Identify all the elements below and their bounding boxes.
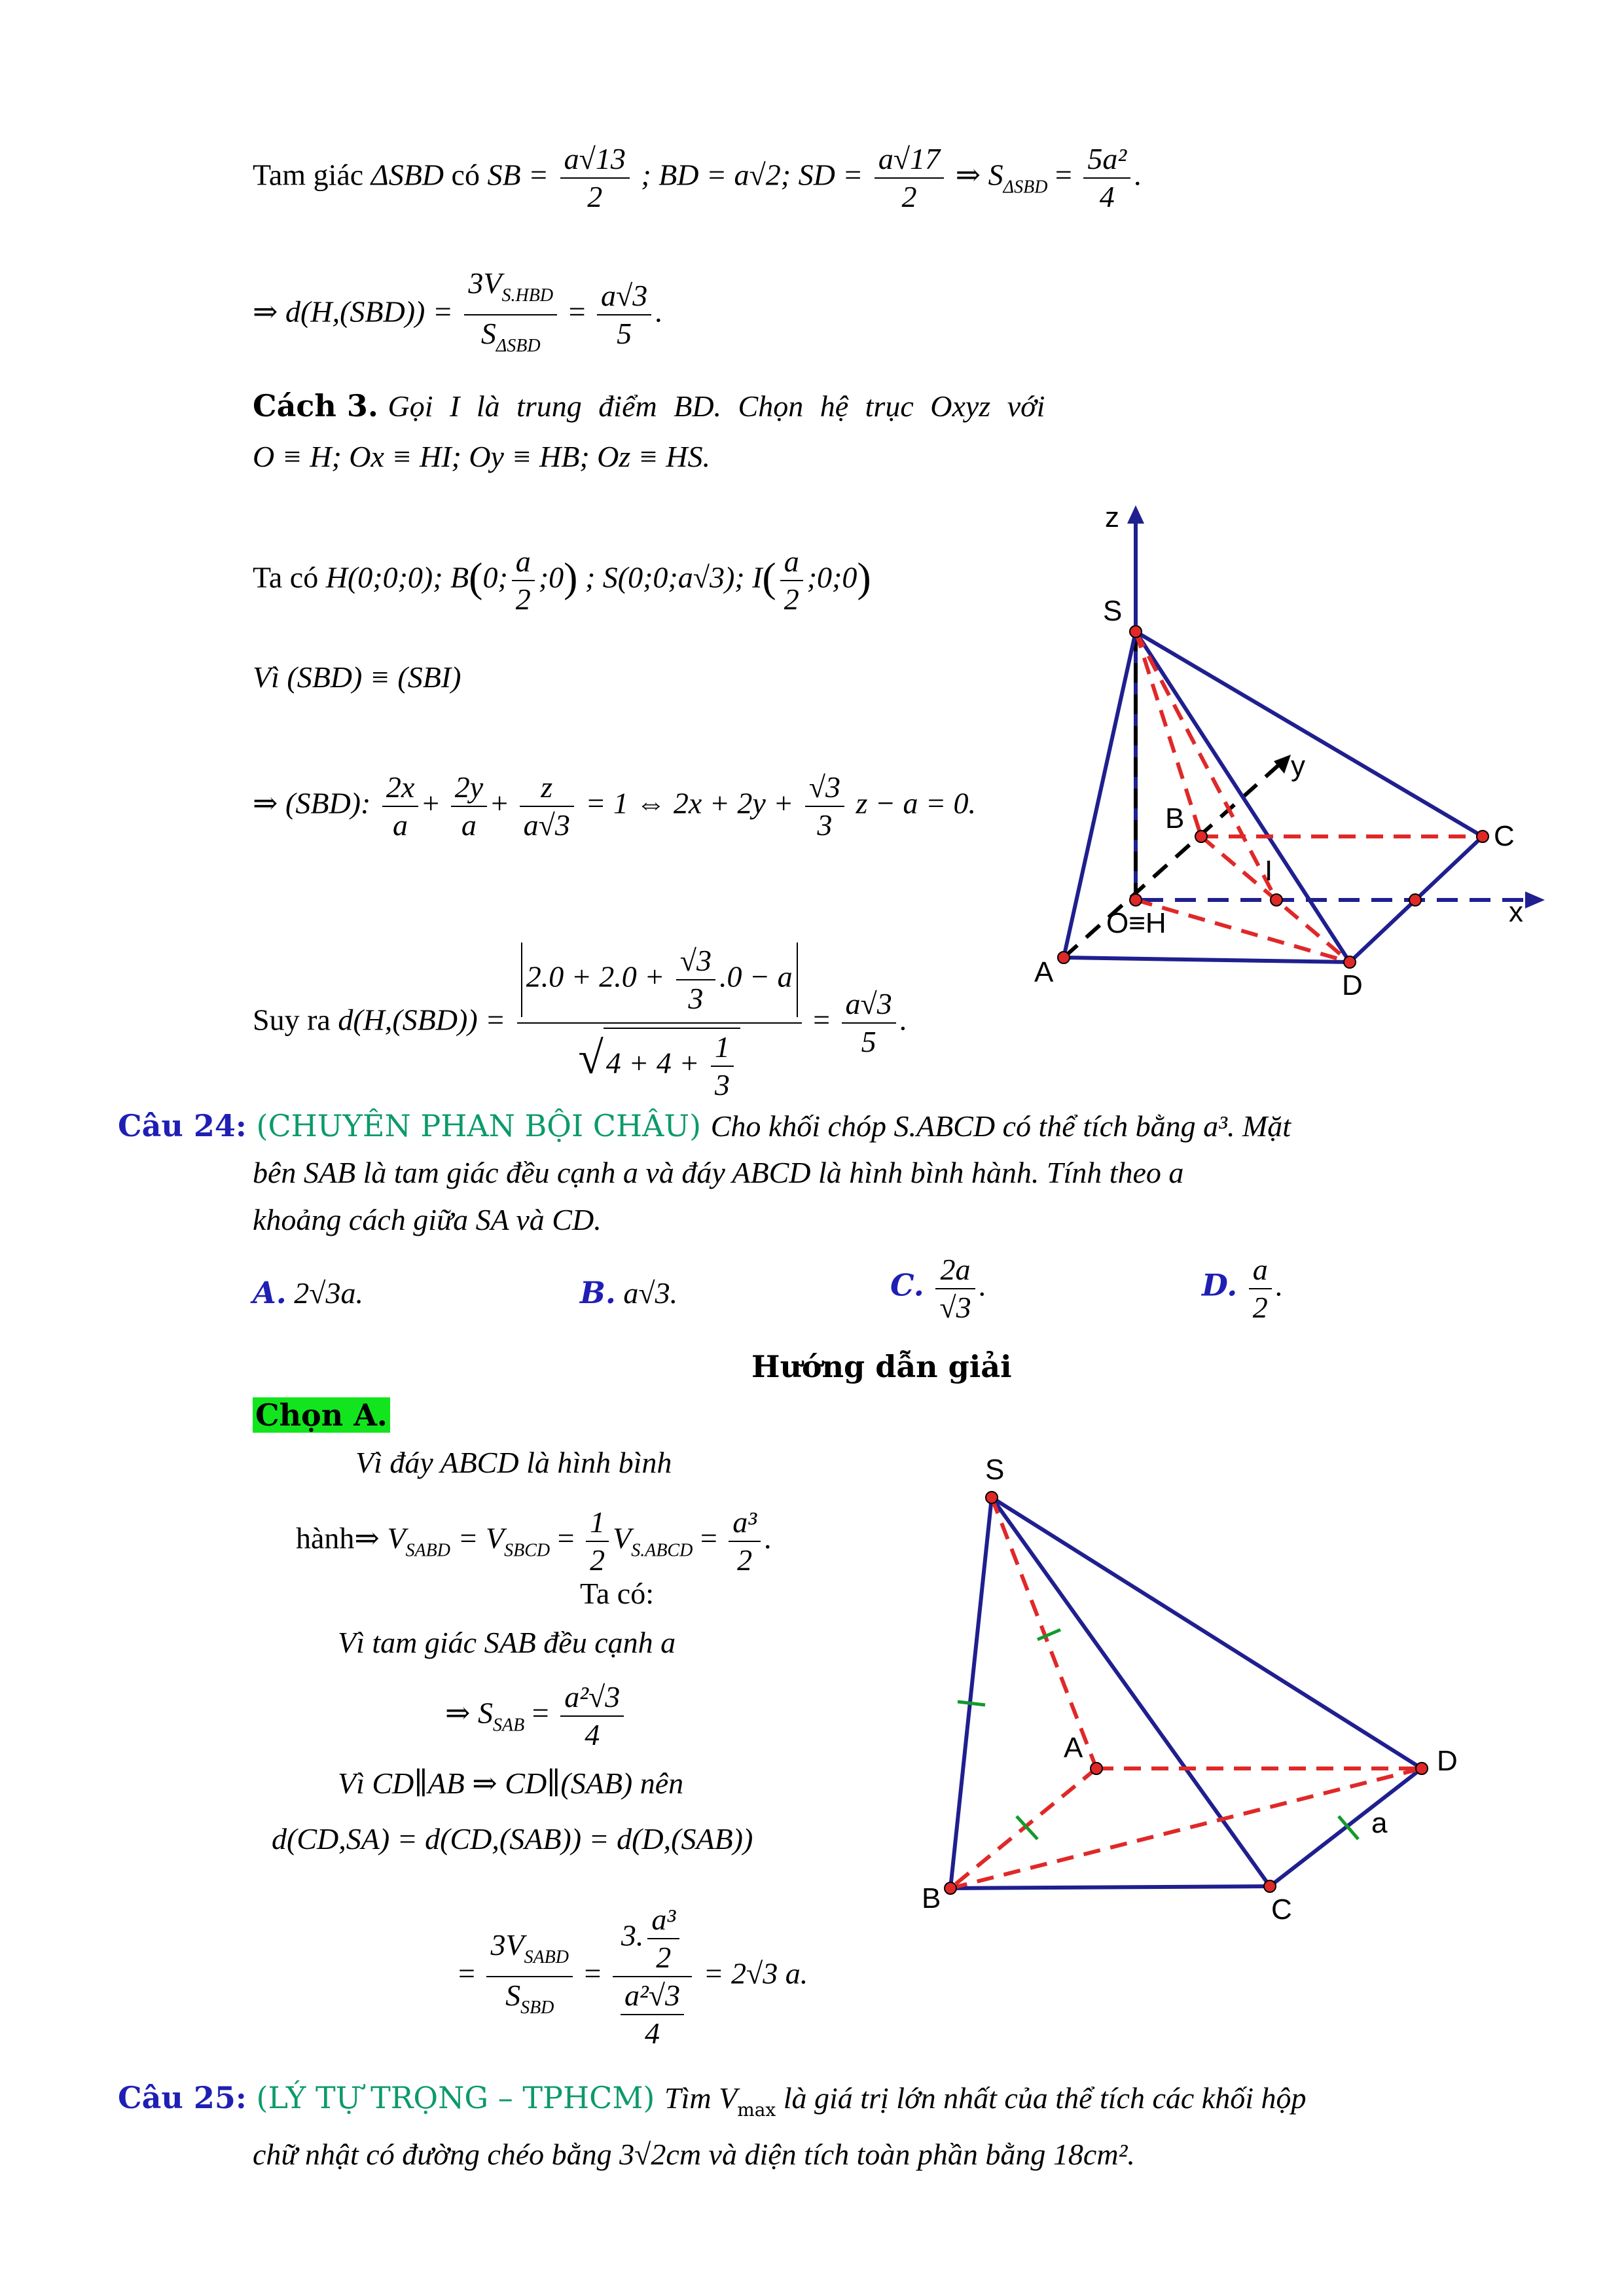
edge-sd — [1136, 632, 1350, 962]
label-d2: D — [1437, 1745, 1458, 1777]
point-i — [1271, 894, 1282, 906]
q24-label: Câu 24: — [118, 1108, 247, 1143]
point-c2 — [1264, 1880, 1276, 1892]
frac-area: $\frac{\text{5a²}}{4}$ — [1083, 141, 1130, 215]
point-x-axis — [1409, 894, 1421, 906]
line-plane-eq: ⇒ (SBD): $\frac{2x}{a}$ + $\frac{2y}{a}$ + $\frac{z}{a√3}$ = 1 ⇔ 2x + 2y + $\frac{√3}{3}$ z − a = 0. — [253, 770, 977, 842]
point-a — [1058, 952, 1070, 963]
cach3-heading-line — [253, 386, 1529, 426]
sol-line-7: d(CD,SA) = d(CD,(SAB)) = d(D,(SAB)) — [272, 1822, 753, 1856]
edge-sc — [1136, 632, 1483, 836]
label-c2: C — [1271, 1893, 1292, 1926]
q25-line1: Câu 25: (LÝ TỰ TRỌNG – TPHCM) Tìm $V_{max}$ là giá trị lớn nhất của thể tích các khối hộp — [118, 2080, 1307, 2121]
line-vi-sbd: Vì (SBD) ≡ (SBI) — [253, 660, 461, 694]
label-i: I — [1265, 855, 1273, 887]
q24-source: (CHUYÊN PHAN BỘI CHÂU) — [256, 1108, 702, 1143]
frac-volume: $\frac{3V_{S.HBD}}{S_{\Delta SBD}}$ — [464, 265, 557, 365]
option-d[interactable]: D. $\frac{a}{2}$ . — [1202, 1253, 1284, 1324]
dist-lhs: ⇒ d(H,(SBD)) = — [253, 295, 453, 329]
point-b2 — [945, 1882, 956, 1894]
sol-line-6: Vì CD∥AB ⇒ CD∥(SAB) nên — [338, 1767, 684, 1800]
q24-line2: bên SAB là tam giác đều cạnh a và đáy ABCD là hình bình hành. Tính theo a — [253, 1156, 1184, 1189]
point-c — [1477, 831, 1489, 842]
sol-line-2: hành⇒ $V_{SABD} = V_{SBCD}$ = $\frac{1}{2}$ $V_{S.ABCD}$ = $\frac{\text{a³}}{2}$ . — [296, 1505, 772, 1577]
sol-line-4: Vì tam giác SAB đều cạnh a — [338, 1626, 676, 1659]
point-d — [1344, 956, 1356, 968]
edge-ad — [1064, 958, 1350, 962]
edge-sa2 — [992, 1498, 1096, 1768]
text-co: có — [451, 158, 480, 192]
point-s2 — [986, 1492, 998, 1503]
text-triangle: ΔSBD — [370, 158, 444, 192]
label-s: S — [1103, 595, 1123, 627]
line-triangle-sbd: Tam giác ΔSBD có SB = $\frac{a√13}{2}$ ; BD = a√2; SD = $\frac{a√17}{2}$ ⇒ $S_{\Delta SBD}$ = $\frac{\text{5a²}}{4}$ . — [253, 141, 1142, 215]
line-suy-ra: Suy ra d(H,(SBD)) = 2.0 + 2.0 + $\frac{√3}{3}$ .0 − a √4 + 4 + $\frac{1}{3}$ = $\frac{a√3}{5}$ . — [253, 942, 907, 1103]
tick-ab — [1017, 1816, 1038, 1839]
point-d2 — [1416, 1763, 1428, 1774]
edge-sa — [1064, 632, 1136, 958]
frac-sd: $\frac{a√17}{2}$ — [875, 141, 944, 215]
frac-sb: $\frac{a√13}{2}$ — [560, 141, 630, 215]
edge-hd — [1136, 900, 1350, 962]
sol-line-8: = $\frac{3V_{SABD}}{S_{SBD}}$ = 3. $\frac{\text{a³}}{2}$ $\frac{\text{a²√3}}{4}$ = 2√3 a. — [458, 1903, 808, 2050]
sol-line-5: ⇒ $S_{SAB}$ = $\frac{\text{a²√3}}{4}$ — [445, 1679, 628, 1753]
q25-label: Câu 25: — [118, 2080, 247, 2115]
point-h — [1130, 894, 1142, 906]
edge-sb2 — [950, 1498, 992, 1888]
x-axis-arrow-icon — [1525, 891, 1545, 908]
line-coords: Ta có H(0;0;0); B(0; $\frac{a}{2}$ ;0) ; S(0;0;a√3); I( $\frac{a}{2}$ ;0;0) — [253, 545, 871, 616]
bd-sd: ; BD = a√2; SD = — [641, 158, 863, 192]
label-b2: B — [922, 1882, 941, 1914]
implies: ⇒ — [955, 158, 981, 192]
frac-result-1: $\frac{a√3}{5}$ — [597, 278, 651, 352]
edge-bc2 — [950, 1886, 1270, 1888]
q24-line1 — [118, 1106, 1291, 1146]
edge-sb — [1136, 632, 1201, 836]
label-s2: S — [985, 1454, 1005, 1486]
line-distance-1: ⇒ d(H,(SBD)) = $\frac{3V_{S.HBD}}{S_{\Delta SBD}}$ = $\frac{a√3}{5}$ . — [253, 265, 663, 365]
cach3-title: Cách 3. — [253, 388, 378, 423]
label-side-a: a — [1371, 1807, 1388, 1839]
label-y: y — [1291, 750, 1305, 782]
edge-cd2 — [1270, 1768, 1422, 1886]
point-s — [1130, 626, 1142, 637]
option-b[interactable]: B. a√3. — [580, 1275, 678, 1310]
edge-dc — [1350, 836, 1483, 962]
text-tam-giac: Tam giác — [253, 158, 364, 192]
q25-source: (LÝ TỰ TRỌNG – TPHCM) — [256, 2080, 655, 2115]
sol-line-3: Ta có: — [580, 1577, 655, 1610]
point-b — [1195, 831, 1207, 842]
q25-line2: chữ nhật có đường chéo bằng 3√2cm và diện tích toàn phần bằng 18cm². — [253, 2138, 1135, 2171]
q24-line3: khoảng cách giữa SA và CD. — [253, 1203, 602, 1236]
q24-text-1: Cho khối chóp S.ABCD có thể tích bằng a³. Mặt — [710, 1109, 1291, 1143]
edge-sd2 — [992, 1498, 1422, 1768]
sb-lhs: SB = — [487, 158, 549, 192]
label-c: C — [1494, 820, 1515, 852]
edge-bd — [1201, 836, 1350, 962]
option-c[interactable]: C. $\frac{2a}{√3}$ . — [890, 1253, 987, 1324]
label-d: D — [1342, 969, 1363, 1001]
cach3-line2: O ≡ H; Ox ≡ HI; Oy ≡ HB; Oz ≡ HS. — [253, 440, 711, 473]
point-a2 — [1091, 1763, 1102, 1774]
edge-sc2 — [992, 1498, 1270, 1886]
y-axis-arrow-icon — [1274, 755, 1291, 774]
answer-highlight: Chọn A. — [253, 1395, 390, 1435]
z-axis-arrow-icon — [1127, 505, 1144, 524]
sol-line-1: Vì đáy ABCD là hình bình — [355, 1446, 672, 1479]
label-oh: O≡H — [1106, 907, 1166, 939]
cach3-text: Gọi I là trung điểm BD. Chọn hệ trục Oxyz với — [388, 389, 1045, 423]
edge-ab2 — [950, 1768, 1096, 1888]
tick-sb — [958, 1702, 985, 1705]
label-z: z — [1105, 501, 1119, 533]
edge-bd2 — [950, 1768, 1422, 1888]
tick-cd — [1339, 1816, 1358, 1839]
label-a: A — [1034, 956, 1054, 988]
label-x: x — [1509, 896, 1523, 928]
frac-distance-formula: 2.0 + 2.0 + $\frac{√3}{3}$ .0 − a √4 + 4 + $\frac{1}{3}$ — [517, 942, 802, 1103]
y-axis — [1064, 761, 1283, 958]
option-a[interactable]: A. 2√3a. — [253, 1275, 363, 1310]
label-b: B — [1165, 802, 1185, 834]
tick-sa — [1038, 1630, 1060, 1640]
label-a2: A — [1064, 1732, 1083, 1764]
guide-heading: Hướng dẫn giải — [751, 1349, 1012, 1384]
edge-si — [1136, 632, 1276, 900]
